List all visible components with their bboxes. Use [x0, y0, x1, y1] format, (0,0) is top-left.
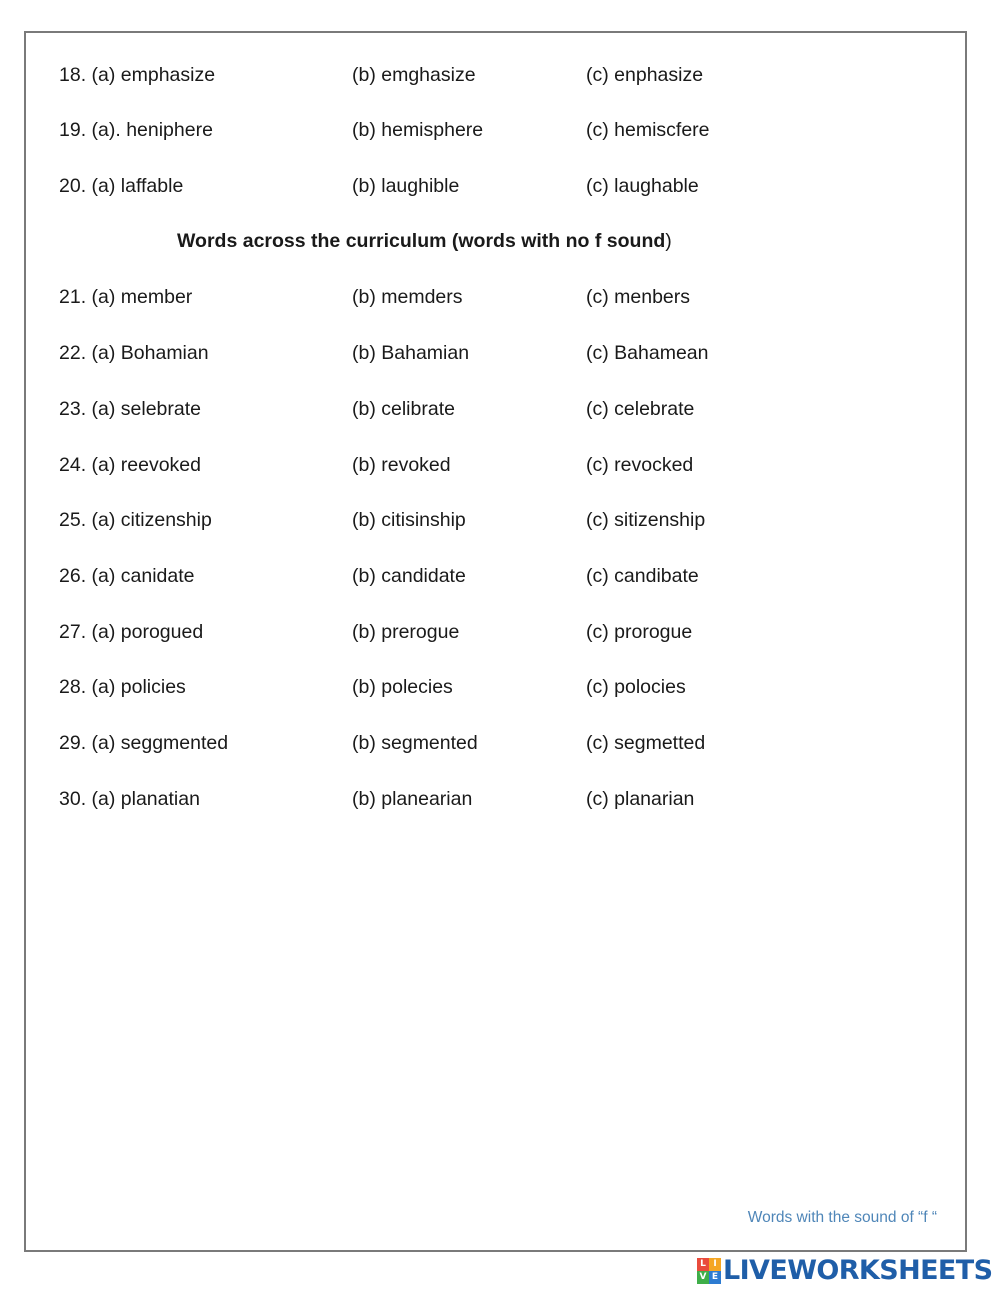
option-b: (b) Bahamian	[352, 342, 470, 364]
option-a: 22. (a) Bohamian	[59, 342, 209, 364]
option-a: 19. (a). heniphere	[59, 119, 213, 141]
option-c: (c) Bahamean	[586, 342, 709, 364]
question-row-28	[26, 672, 965, 702]
brand-name: LIVEWORKSHEETS	[723, 1255, 993, 1286]
option-b: (b) segmented	[352, 732, 478, 754]
question-row-24	[26, 450, 965, 480]
option-c: (c) celebrate	[586, 398, 695, 420]
option-b: (b) hemisphere	[352, 119, 484, 141]
option-b: (b) candidate	[352, 565, 466, 587]
option-a: 29. (a) seggmented	[59, 732, 229, 754]
option-b: (b) revoked	[352, 454, 451, 476]
option-c: (c) enphasize	[586, 64, 704, 86]
option-a: 23. (a) selebrate	[59, 398, 201, 420]
logo-letter: V	[697, 1271, 709, 1284]
option-c: (c) laughable	[586, 175, 699, 197]
worksheet-page	[24, 31, 967, 1252]
option-a: 24. (a) reevoked	[59, 454, 201, 476]
option-a: 25. (a) citizenship	[59, 509, 212, 531]
option-c: (c) planarian	[586, 788, 695, 810]
option-b: (b) emghasize	[352, 64, 476, 86]
option-c: (c) menbers	[586, 286, 691, 308]
option-b: (b) memders	[352, 286, 463, 308]
section-heading-tail: )	[665, 230, 672, 252]
question-row-22	[26, 338, 965, 368]
question-row-23	[26, 394, 965, 424]
logo-letter: I	[709, 1258, 721, 1271]
option-b: (b) celibrate	[352, 398, 455, 420]
option-b: (b) polecies	[352, 676, 453, 698]
option-c: (c) polocies	[586, 676, 686, 698]
question-row-21	[26, 282, 965, 312]
option-b: (b) citisinship	[352, 509, 466, 531]
question-row-27	[26, 617, 965, 647]
footer-note: Words with the sound of “f “	[747, 1209, 937, 1226]
option-c: (c) prorogue	[586, 621, 693, 643]
question-row-25	[26, 505, 965, 535]
logo-letter: E	[709, 1271, 721, 1284]
option-c: (c) hemiscfere	[586, 119, 710, 141]
option-a: 28. (a) policies	[59, 676, 186, 698]
question-row-19	[26, 115, 965, 145]
liveworksheets-brand[interactable]	[697, 1256, 992, 1286]
option-b: (b) laughible	[352, 175, 460, 197]
question-row-29	[26, 728, 965, 758]
question-row-30	[26, 784, 965, 814]
option-a: 21. (a) member	[59, 286, 193, 308]
option-c: (c) revocked	[586, 454, 694, 476]
option-a: 26. (a) canidate	[59, 565, 195, 587]
liveworksheets-logo-icon	[697, 1258, 721, 1284]
question-row-26	[26, 561, 965, 591]
option-a: 18. (a) emphasize	[59, 64, 216, 86]
section-heading-bold: Words across the curriculum (words with no f sound	[177, 230, 666, 252]
section-heading	[177, 226, 672, 256]
option-a: 30. (a) planatian	[59, 788, 200, 810]
question-row-18	[26, 60, 965, 90]
option-a: 27. (a) porogued	[59, 621, 204, 643]
option-c: (c) sitizenship	[586, 509, 706, 531]
option-b: (b) planearian	[352, 788, 473, 810]
option-b: (b) prerogue	[352, 621, 460, 643]
option-c: (c) candibate	[586, 565, 699, 587]
question-row-20	[26, 171, 965, 201]
logo-letter: L	[697, 1258, 709, 1271]
option-c: (c) segmetted	[586, 732, 706, 754]
option-a: 20. (a) laffable	[59, 175, 184, 197]
